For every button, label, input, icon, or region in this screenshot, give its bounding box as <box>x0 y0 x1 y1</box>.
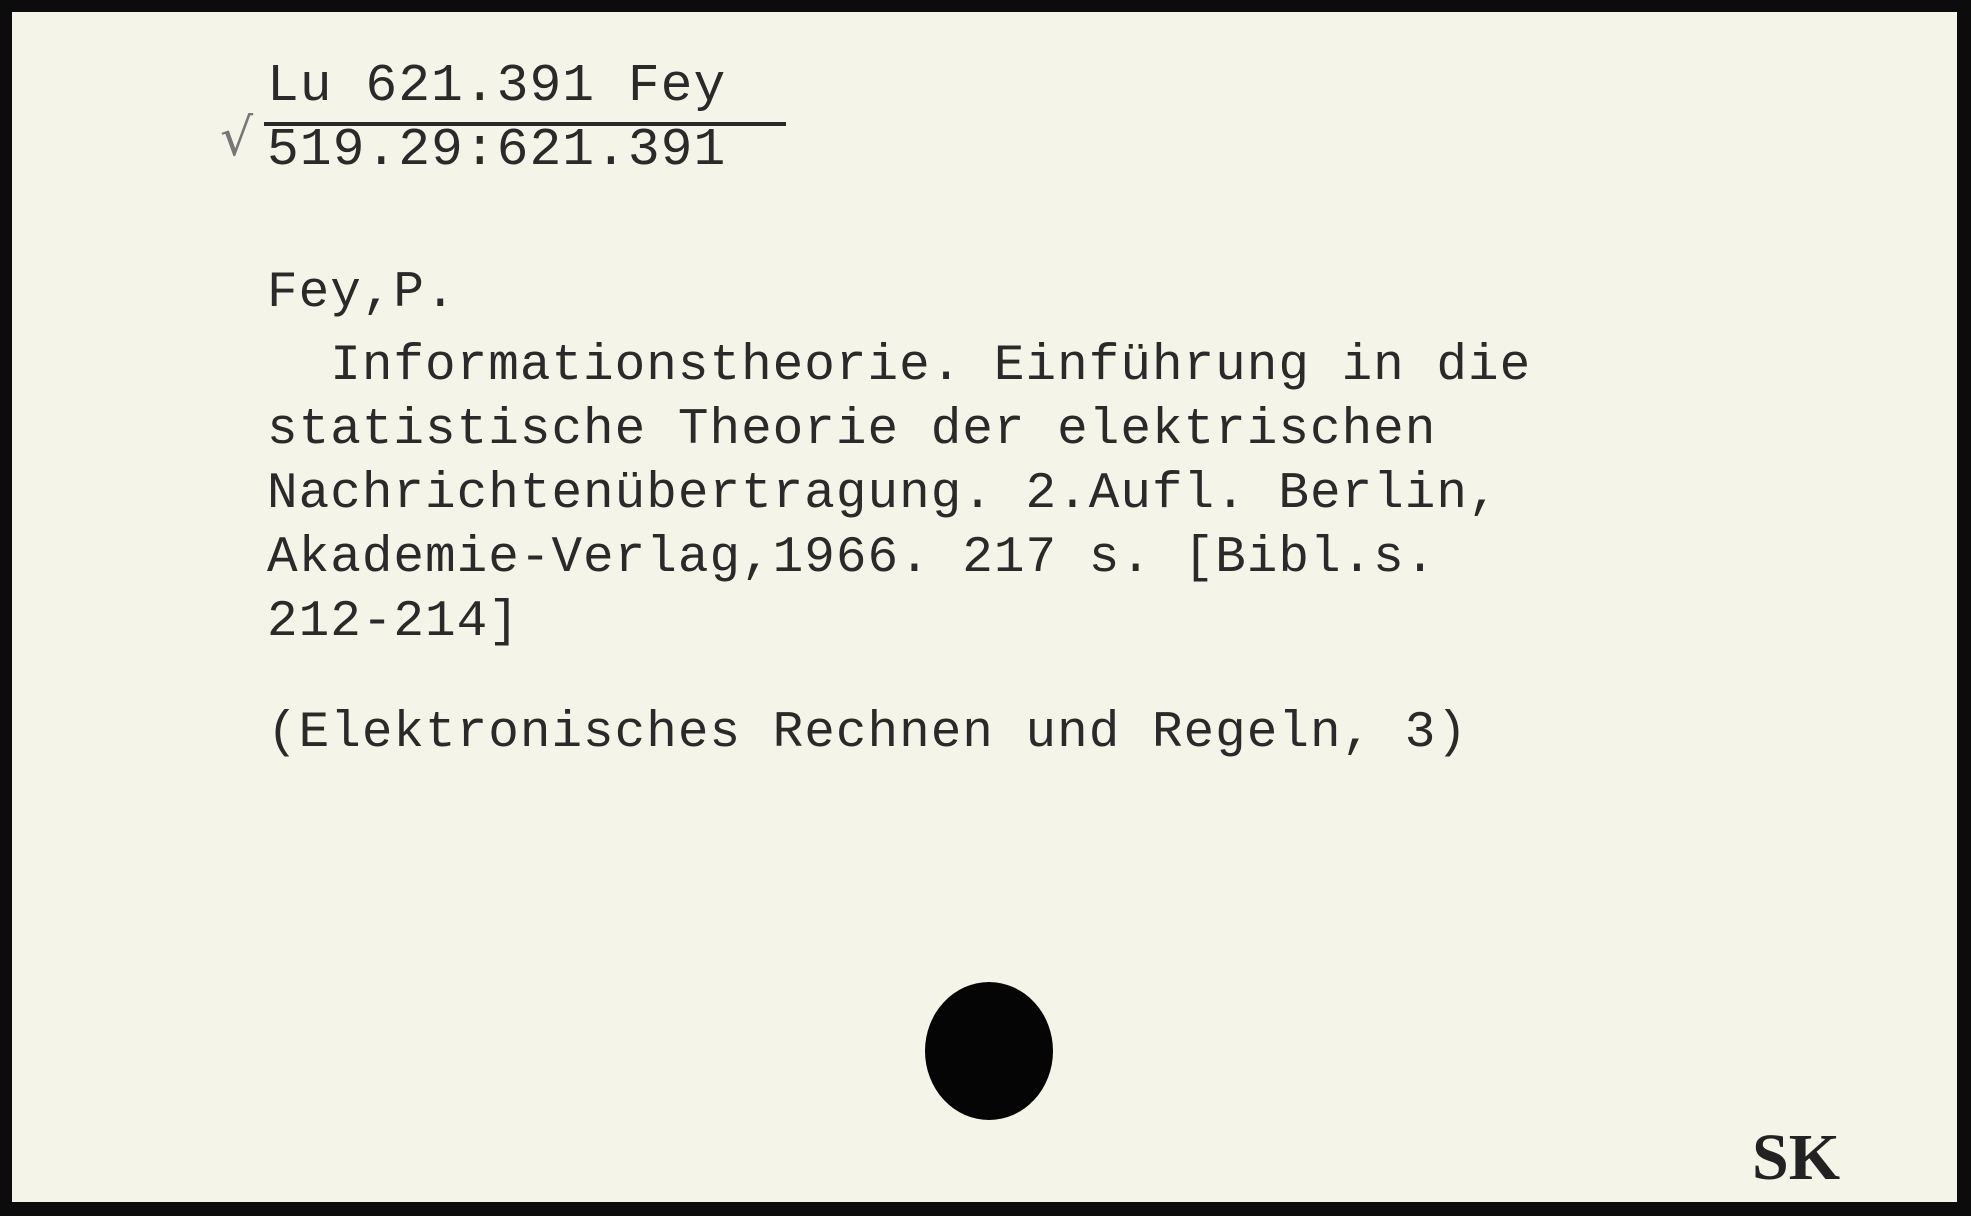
series-statement: (Elektronisches Rechnen und Regeln, 3) <box>267 705 1468 762</box>
call-number-primary: Lu 621.391 Fey <box>267 56 727 116</box>
punch-hole <box>925 982 1053 1120</box>
catalog-card <box>12 12 1957 1202</box>
call-number-classification: 519.29:621.391 <box>267 120 727 180</box>
cataloger-initials: SK <box>1752 1121 1841 1194</box>
description-line: statistische Theorie der elektrischen <box>267 402 1437 459</box>
description-line: Informationstheorie. Einführung in die <box>267 338 1532 395</box>
description-line: 212-214] <box>267 594 520 651</box>
description-line: Nachrichtenübertragung. 2.Aufl. Berlin, <box>267 466 1500 523</box>
check-mark-icon: √ <box>220 108 254 168</box>
description-line: Akademie-Verlag,1966. 217 s. [Bibl.s. <box>267 530 1437 587</box>
author-heading: Fey,P. <box>267 265 457 322</box>
